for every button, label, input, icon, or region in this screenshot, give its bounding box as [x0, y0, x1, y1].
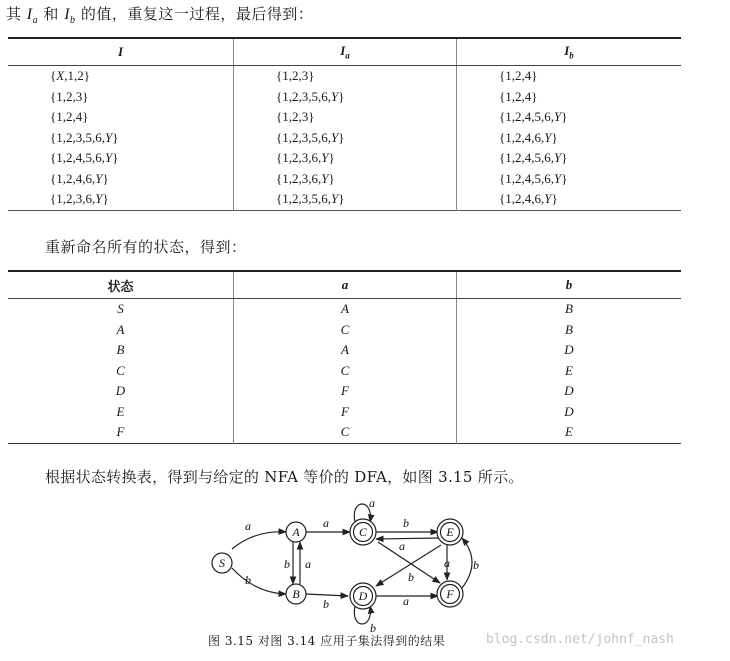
table1-row	[8, 169, 681, 190]
label-b-d: b	[323, 597, 329, 611]
label-d-f: a	[403, 594, 409, 608]
table2-cell: D	[115, 383, 126, 399]
table2-cell: B	[457, 320, 682, 341]
table2-row	[8, 422, 681, 443]
table2-cell: E	[457, 422, 682, 443]
table2-cell: C	[234, 320, 457, 341]
table1-cell: {1,2,3,5,6,Y}	[50, 129, 119, 145]
table2-cell: A	[116, 321, 125, 337]
state-f: F	[446, 587, 454, 601]
table1-cell: {1,2,4,6,Y}	[50, 170, 109, 186]
edge-s-b	[232, 568, 286, 594]
table2-cell: F	[234, 402, 457, 423]
table2-cell: D	[457, 340, 682, 361]
table1-cell: {1,2,3,5,6,Y}	[234, 128, 457, 149]
label-e-c: a	[399, 539, 405, 553]
label-f-e: b	[473, 558, 479, 572]
table1-cell: {1,2,4,5,6,Y}	[457, 107, 682, 128]
table2-row	[8, 320, 681, 341]
table1-cell: {1,2,4,6,Y}	[457, 189, 682, 210]
header-state: 状态	[8, 271, 234, 299]
table1-cell: {1,2,4,5,6,Y}	[50, 150, 119, 166]
table2-row	[8, 299, 681, 320]
label-b-a: a	[305, 557, 311, 571]
table1-cell: {X,1,2}	[50, 68, 90, 84]
table2-row	[8, 402, 681, 423]
header-ia: $I_a$	[234, 38, 457, 66]
header-i: I	[8, 38, 234, 66]
table1-cell: {1,2,4,5,6,Y}	[457, 169, 682, 190]
table1-cell: {1,2,3,6,Y}	[50, 191, 109, 207]
header-b: b	[457, 271, 682, 299]
table1-cell: {1,2,4}	[50, 109, 89, 125]
state-s: S	[219, 556, 225, 570]
label-a-c: a	[323, 516, 329, 530]
table2-cell: A	[234, 299, 457, 320]
table2-cell: C	[116, 362, 125, 378]
state-a: A	[292, 525, 300, 539]
subset-table	[8, 37, 681, 211]
table1-cell: {1,2,3,5,6,Y}	[234, 189, 457, 210]
header-ib: $I_b$	[457, 38, 682, 66]
table2-cell: B	[457, 299, 682, 320]
label-s-b: b	[245, 573, 251, 587]
edge-e-c	[376, 538, 439, 539]
edge-b-d	[306, 594, 348, 596]
table1-cell: {1,2,3}	[50, 88, 89, 104]
table1-row	[8, 66, 681, 87]
table2-row	[8, 361, 681, 382]
state-b: B	[292, 587, 300, 601]
label-e-d: b	[408, 570, 414, 584]
table1-cell: {1,2,4,5,6,Y}	[457, 148, 682, 169]
table1-row	[8, 128, 681, 149]
label-a-b: b	[284, 557, 290, 571]
table1-row	[8, 189, 681, 210]
edge-f-e	[462, 538, 472, 588]
figure-caption: 图 3.15 对图 3.14 应用子集法得到的结果	[208, 634, 446, 648]
renamed-state-table	[8, 270, 681, 444]
table1-cell: {1,2,3}	[234, 66, 457, 87]
header-a: a	[234, 271, 457, 299]
label-c-e: b	[403, 516, 409, 530]
table2-cell: C	[234, 361, 457, 382]
table2-cell: E	[116, 403, 125, 419]
state-c: C	[358, 525, 368, 539]
table2-cell: E	[457, 361, 682, 382]
table1-row	[8, 148, 681, 169]
table1-row	[8, 87, 681, 108]
table1-cell: {1,2,4}	[457, 66, 682, 87]
table2-cell: D	[457, 381, 682, 402]
label-e-f: a	[444, 556, 450, 570]
table1-cell: {1,2,4,6,Y}	[457, 128, 682, 149]
table2-cell: F	[116, 424, 125, 440]
table2-cell: D	[457, 402, 682, 423]
section-text: 重新命名所有的状态，得到：	[45, 238, 247, 256]
table1-cell: {1,2,3,6,Y}	[234, 169, 457, 190]
table1-cell: {1,2,3,6,Y}	[234, 148, 457, 169]
edge-s-a	[232, 532, 286, 549]
table1-cell: {1,2,3}	[234, 107, 457, 128]
table2-row	[8, 340, 681, 361]
table2-cell: C	[234, 422, 457, 443]
state-e: E	[446, 525, 454, 539]
table1-row	[8, 107, 681, 128]
table2-cell: F	[234, 381, 457, 402]
table2-row	[8, 381, 681, 402]
table2-cell: B	[116, 342, 125, 358]
label-c-loop: a	[369, 496, 375, 510]
label-s-a: a	[245, 519, 251, 533]
dfa-diagram	[200, 492, 500, 632]
label-d-loop: b	[370, 621, 376, 632]
table2-cell: A	[234, 340, 457, 361]
table1-cell: {1,2,4}	[457, 87, 682, 108]
conclusion-text: 根据状态转换表，得到与给定的 NFA 等价的 DFA，如图 3.15 所示。	[45, 468, 524, 486]
table1-cell: {1,2,3,5,6,Y}	[234, 87, 457, 108]
state-d: D	[358, 589, 368, 603]
table2-cell: S	[117, 301, 124, 317]
intro-text: 其 $I_a$ 和 $I_b$ 的值，重复这一过程，最后得到：	[6, 5, 314, 27]
watermark: blog.csdn.net/johnf_nash	[486, 632, 674, 647]
